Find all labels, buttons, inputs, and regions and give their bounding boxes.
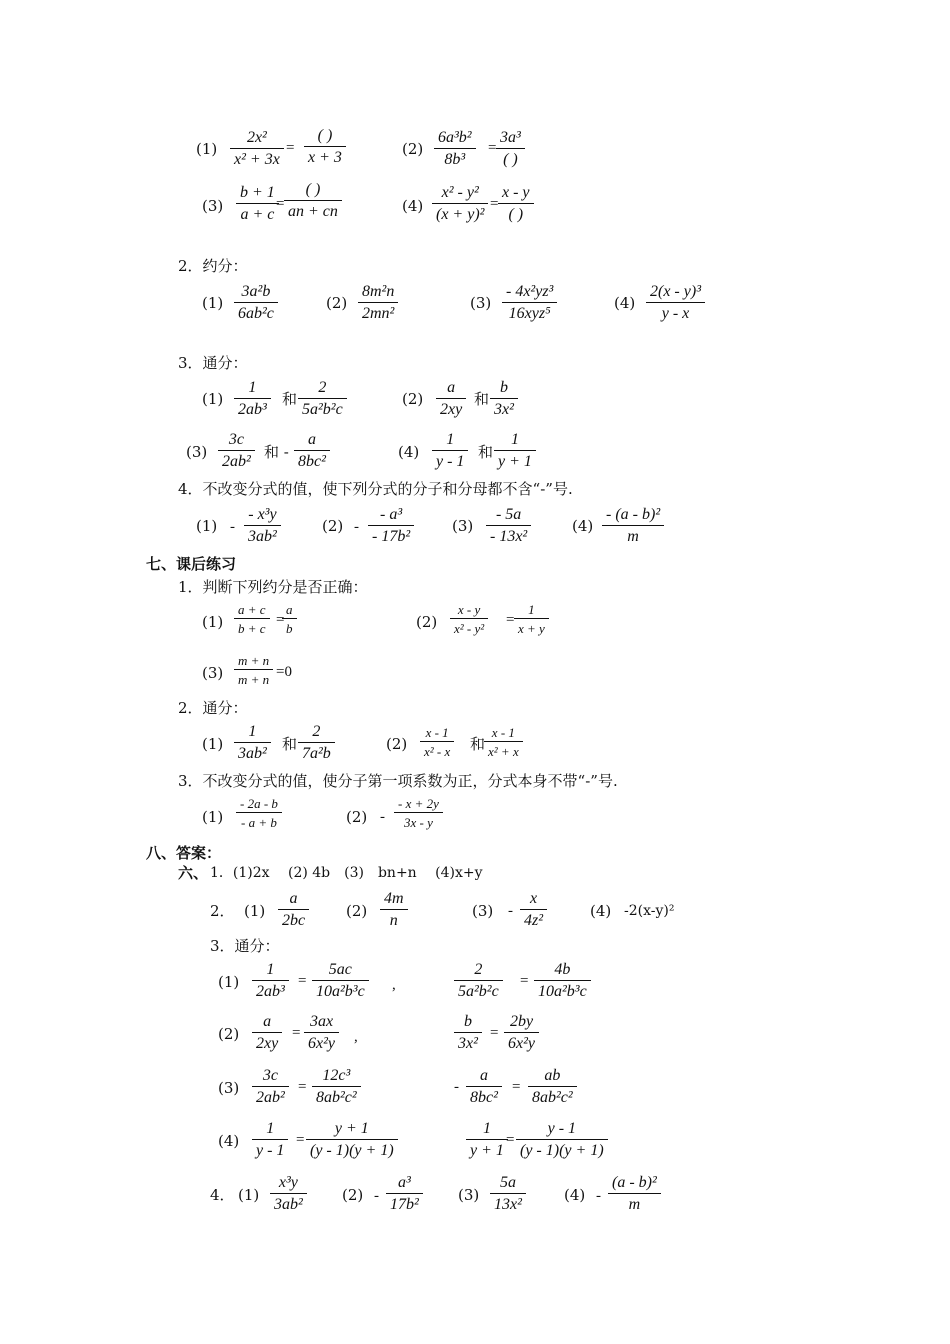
blank-numerator: ( ) xyxy=(305,181,321,198)
numerator: x - 1 xyxy=(491,725,515,740)
q3-title: 3．通分： xyxy=(178,354,248,372)
answer4-i2-label: (2) xyxy=(342,1186,364,1204)
denominator: 5a²b²c xyxy=(302,401,343,418)
q4-item4-label: (4) xyxy=(572,517,594,535)
s7-q1-item3-label: (3) xyxy=(202,664,224,682)
answer3-t3-right1 xyxy=(312,1068,361,1106)
q1-item3-rhs xyxy=(284,182,342,220)
numerator: 2(x - y)³ xyxy=(650,283,701,300)
q1-item3-label: (3) xyxy=(202,197,224,215)
numerator: 1 xyxy=(528,602,535,617)
answer2-a3-label: (3) xyxy=(472,902,494,920)
s7-q1-item2-lhs xyxy=(450,603,488,635)
answer4-i4-label: (4) xyxy=(564,1186,586,1204)
numerator: 3a³ xyxy=(500,129,521,146)
denominator: 2ab² xyxy=(256,1089,285,1106)
answer-prefix-six: 六、 xyxy=(178,864,209,882)
answer2-a2-fraction xyxy=(380,891,408,929)
numerator: - x + 2y xyxy=(398,796,439,811)
q1-item1-rhs xyxy=(304,128,346,166)
comma: , xyxy=(354,1029,358,1045)
answer3-t3-left1 xyxy=(252,1068,289,1106)
numerator: - x³y xyxy=(248,506,277,523)
answer4-i3-label: (3) xyxy=(458,1186,480,1204)
s7-q1-item1-rhs xyxy=(282,603,297,635)
answer3-t3-label: (3) xyxy=(218,1079,240,1097)
numerator: 2 xyxy=(318,379,327,396)
q1-item4-lhs xyxy=(432,185,488,223)
numerator: 1 xyxy=(266,961,275,978)
denominator: 8ab²c² xyxy=(532,1089,573,1106)
q3-item4-label: (4) xyxy=(398,443,420,461)
equals-sign: = xyxy=(276,196,285,212)
q3-item3-frac-a xyxy=(218,432,255,470)
denominator: 3ab² xyxy=(238,745,267,762)
s7-q2-item2-frac-b xyxy=(484,726,523,758)
q1-item1-lhs xyxy=(230,130,284,168)
answer3-t4-right2 xyxy=(516,1121,608,1159)
denominator: 8ab²c² xyxy=(316,1089,357,1106)
s7-q2-item2-frac-a xyxy=(420,726,454,758)
q1-item2-label: (2) xyxy=(402,140,424,158)
numerator: 3a²b xyxy=(241,283,271,300)
q4-item4-fraction xyxy=(602,507,664,545)
answer3-t3-right2 xyxy=(528,1068,577,1106)
numerator: (a - b)² xyxy=(612,1174,657,1191)
denominator: x² - y² xyxy=(454,621,485,636)
denominator: 8b³ xyxy=(444,151,466,168)
numerator: x² - y² xyxy=(441,184,479,201)
minus-sign: - xyxy=(354,519,359,535)
comma: , xyxy=(392,977,396,993)
denominator: 16xyz⁵ xyxy=(508,305,551,322)
denominator: n xyxy=(389,912,398,929)
q4-item3-fraction xyxy=(486,507,531,545)
s7-q1-item2-rhs xyxy=(514,603,549,635)
q3-item4-frac-b xyxy=(494,432,536,470)
numerator: x - y xyxy=(457,602,481,617)
answer4-i1-label: (1) xyxy=(238,1186,260,1204)
numerator: 5a xyxy=(499,1174,516,1191)
s7-q2-title: 2．通分： xyxy=(178,699,248,717)
numerator: - 2a - b xyxy=(240,796,278,811)
numerator: 1 xyxy=(248,723,257,740)
numerator: 2 xyxy=(474,961,483,978)
q2-item3-label: (3) xyxy=(470,294,492,312)
q2-item3-fraction xyxy=(502,284,557,322)
numerator: y - 1 xyxy=(547,1120,577,1137)
numerator: - a³ xyxy=(380,506,403,523)
q1-item4-label: (4) xyxy=(402,197,424,215)
answer3-t1-left1 xyxy=(252,962,289,1000)
answer3-t1-right2 xyxy=(534,962,591,1000)
answer2-a2-label: (2) xyxy=(346,902,368,920)
numerator: a xyxy=(263,1013,272,1030)
answer2-a4-text: -2(x-y)² xyxy=(624,903,675,919)
answer-row1-text: 1．(1)2x (2) 4b (3) bn+n (4)x+y xyxy=(210,865,483,881)
minus-sign: - xyxy=(508,903,513,919)
numerator: 2by xyxy=(509,1013,534,1030)
answer4-i2-fraction xyxy=(386,1175,423,1213)
q3-item1-frac-b xyxy=(298,380,347,418)
minus-sign: - xyxy=(230,519,235,535)
s7-q3-item2-label: (2) xyxy=(346,808,368,826)
q4-item1-label: (1) xyxy=(196,517,218,535)
denominator: 13x² xyxy=(494,1196,522,1213)
answer3-t2-left2 xyxy=(454,1014,482,1052)
denominator: x² + 3x xyxy=(234,151,280,168)
equals-sign: = xyxy=(292,1025,301,1041)
denominator: 7a²b xyxy=(302,745,331,762)
answer4-label: 4． xyxy=(210,1186,235,1204)
q2-item1-fraction xyxy=(234,284,278,322)
q3-item2-frac-a xyxy=(436,380,466,418)
denominator: y + 1 xyxy=(470,1142,504,1159)
numerator: 1 xyxy=(482,1120,491,1137)
s7-q3-item1-label: (1) xyxy=(202,808,224,826)
numerator: y + 1 xyxy=(334,1120,369,1137)
numerator: 1 xyxy=(446,431,455,448)
blank-numerator: ( ) xyxy=(317,127,333,144)
s7-q3-item1-fraction xyxy=(236,797,282,829)
s7-q1-item1-lhs xyxy=(234,603,270,635)
q2-item2-fraction xyxy=(358,284,398,322)
numerator: 2 xyxy=(312,723,321,740)
minus-sign: - xyxy=(454,1079,459,1095)
numerator: a xyxy=(286,602,293,617)
answer2-a4-label: (4) xyxy=(590,902,612,920)
denominator: 2mn² xyxy=(362,305,395,322)
blank-denominator: ( ) xyxy=(508,206,524,223)
section7-heading: 七、课后练习 xyxy=(146,555,237,573)
section8-heading: 八、答案： xyxy=(146,844,222,862)
denominator: 3x² xyxy=(458,1035,478,1052)
answer4-i1-fraction xyxy=(270,1175,307,1213)
denominator: 2ab² xyxy=(222,453,251,470)
denominator: y - x xyxy=(661,305,690,322)
numerator: x xyxy=(529,890,538,907)
denominator: m + n xyxy=(238,672,270,687)
denominator: y + 1 xyxy=(498,453,532,470)
numerator: - (a - b)² xyxy=(606,506,661,523)
equals-sign: = xyxy=(276,612,285,628)
and-word: 和 xyxy=(470,735,486,753)
numerator: x - 1 xyxy=(425,725,449,740)
s7-q1-item3-lhs xyxy=(234,654,273,686)
denominator: - a + b xyxy=(241,815,277,830)
denominator: m xyxy=(627,528,639,545)
numerator: - 5a xyxy=(495,506,522,523)
answer3-t2-left1 xyxy=(252,1014,282,1052)
answer3-t2-right2 xyxy=(504,1014,539,1052)
answer2-a1-label: (1) xyxy=(244,902,266,920)
q3-item4-frac-a xyxy=(432,432,468,470)
answer3-t4-label: (4) xyxy=(218,1132,240,1150)
equals-sign: = xyxy=(298,973,307,989)
denominator: 8bc² xyxy=(298,453,326,470)
numerator: a³ xyxy=(398,1174,411,1191)
denominator: 2ab³ xyxy=(256,983,285,1000)
numerator: m + n xyxy=(238,653,270,668)
q1-item2-rhs xyxy=(496,130,525,168)
minus-sign: - xyxy=(380,809,385,825)
s7-q2-item1-frac-b xyxy=(298,724,335,762)
numerator: 1 xyxy=(510,431,519,448)
answer4-i3-fraction xyxy=(490,1175,526,1213)
answer3-t1-right1 xyxy=(312,962,369,1000)
q2-item4-fraction xyxy=(646,284,705,322)
denominator: 2xy xyxy=(440,401,463,418)
q2-title: 2．约分： xyxy=(178,257,248,275)
numerator: b xyxy=(499,379,508,396)
q3-item1-frac-a xyxy=(234,380,271,418)
q3-item2-frac-b xyxy=(490,380,518,418)
s7-q3-title: 3．不改变分式的值，使分子第一项系数为正，分式本身不带“-”号. xyxy=(178,772,618,790)
q3-item3-frac-b xyxy=(294,432,330,470)
q4-item2-fraction xyxy=(368,507,414,545)
equals-sign: = xyxy=(520,973,529,989)
denominator: 2bc xyxy=(282,912,306,929)
numerator: ab xyxy=(544,1067,561,1084)
denominator: 17b² xyxy=(390,1196,419,1213)
q3-item2-label: (2) xyxy=(402,390,424,408)
numerator: 3c xyxy=(228,431,244,448)
denominator: 6x²y xyxy=(508,1035,535,1052)
numerator: a xyxy=(289,890,298,907)
numerator: 3c xyxy=(262,1067,278,1084)
s7-q1-title: 1．判断下列约分是否正确： xyxy=(178,578,368,596)
numerator: b xyxy=(463,1013,472,1030)
numerator: a + c xyxy=(238,602,266,617)
denominator: (y - 1)(y + 1) xyxy=(520,1142,604,1159)
equals-sign: = xyxy=(512,1079,521,1095)
denominator: 2xy xyxy=(256,1035,279,1052)
denominator: y - 1 xyxy=(256,1142,285,1159)
blank-denominator: ( ) xyxy=(503,151,518,168)
denominator: 4z² xyxy=(524,912,544,929)
q3-item1-label: (1) xyxy=(202,390,224,408)
minus-sign: - xyxy=(596,1188,601,1204)
numerator: 4b xyxy=(554,961,571,978)
answer3-title: 3．通分： xyxy=(210,937,280,955)
answer2-a3-fraction xyxy=(520,891,547,929)
denominator: x + 3 xyxy=(308,149,342,166)
numerator: 1 xyxy=(266,1120,275,1137)
numerator: 4m xyxy=(384,890,404,907)
equals-sign: = xyxy=(506,1132,515,1148)
s7-q3-item2-fraction xyxy=(394,797,443,829)
denominator: (y - 1)(y + 1) xyxy=(310,1142,394,1159)
denominator: - 17b² xyxy=(372,528,411,545)
answer3-t4-left1 xyxy=(252,1121,288,1159)
equals-sign: = xyxy=(490,196,499,212)
denominator: y - 1 xyxy=(436,453,465,470)
answer3-t2-label: (2) xyxy=(218,1025,240,1043)
q3-item3-label: (3) xyxy=(186,443,208,461)
numerator: 8m²n xyxy=(362,283,395,300)
denominator: - 13x² xyxy=(490,528,528,545)
equals-sign: = xyxy=(296,1132,305,1148)
s7-q1-item1-label: (1) xyxy=(202,613,224,631)
q1-item4-rhs xyxy=(498,185,534,223)
numerator: a xyxy=(307,431,316,448)
denominator: a + c xyxy=(240,206,275,223)
numerator: x³y xyxy=(278,1174,298,1191)
s7-q2-item1-label: (1) xyxy=(202,735,224,753)
q2-item4-label: (4) xyxy=(614,294,636,312)
denominator: 3x² xyxy=(494,401,514,418)
numerator: 12c³ xyxy=(322,1067,351,1084)
q1-item3-lhs xyxy=(236,185,279,223)
numerator: 6a³b² xyxy=(438,129,472,146)
and-minus-word: 和 - xyxy=(264,443,289,461)
denominator: 8bc² xyxy=(470,1089,498,1106)
numerator: a xyxy=(447,379,456,396)
numerator: 2x² xyxy=(246,129,267,146)
and-word: 和 xyxy=(474,390,490,408)
denominator: 6x²y xyxy=(308,1035,335,1052)
numerator: - 4x²yz³ xyxy=(506,283,554,300)
answer4-i4-fraction xyxy=(608,1175,661,1213)
denominator: 2ab³ xyxy=(238,401,267,418)
q4-title: 4．不改变分式的值，使下列分式的分子和分母都不含“-”号. xyxy=(178,480,573,498)
denominator: b + c xyxy=(238,621,266,636)
numerator: a xyxy=(479,1067,488,1084)
and-word: 和 xyxy=(282,390,298,408)
and-word: 和 xyxy=(282,735,298,753)
denominator: 5a²b²c xyxy=(458,983,499,1000)
denominator: an + cn xyxy=(288,203,338,220)
denominator: 10a²b³c xyxy=(538,983,587,1000)
q1-item1-label: (1) xyxy=(196,140,218,158)
answer3-t1-label: (1) xyxy=(218,973,240,991)
q4-item3-label: (3) xyxy=(452,517,474,535)
answer3-t1-left2 xyxy=(454,962,503,1000)
numerator: x - y xyxy=(502,184,530,201)
equals-sign: = xyxy=(298,1079,307,1095)
equals-sign: = xyxy=(286,140,295,156)
s7-q2-item1-frac-a xyxy=(234,724,271,762)
numerator: 5ac xyxy=(328,961,352,978)
numerator: b + 1 xyxy=(240,184,275,201)
answer2-label: 2． xyxy=(210,902,235,920)
answer3-t4-left2 xyxy=(466,1121,508,1159)
equals-sign: = xyxy=(506,612,515,628)
q2-item1-label: (1) xyxy=(202,294,224,312)
denominator: 3ab² xyxy=(274,1196,303,1213)
denominator: 3x - y xyxy=(404,815,433,830)
answer3-t2-right1 xyxy=(304,1014,339,1052)
q1-item2-lhs xyxy=(434,130,476,168)
denominator: b xyxy=(286,621,293,636)
q4-item2-label: (2) xyxy=(322,517,344,535)
denominator: x² - x xyxy=(424,744,451,759)
answer3-t3-left2 xyxy=(466,1068,502,1106)
answer2-a1-fraction xyxy=(278,891,309,929)
answer3-t4-right1 xyxy=(306,1121,398,1159)
and-word: 和 xyxy=(478,443,494,461)
equals-sign: = xyxy=(490,1025,499,1041)
minus-sign: - xyxy=(374,1188,379,1204)
s7-q2-item2-label: (2) xyxy=(386,735,408,753)
equals-zero: =0 xyxy=(276,664,292,680)
denominator: (x + y)² xyxy=(436,206,485,223)
equals-sign: = xyxy=(488,140,497,156)
numerator: 1 xyxy=(248,379,257,396)
denominator: x + y xyxy=(518,621,545,636)
q4-item1-fraction xyxy=(244,507,281,545)
denominator: 3ab² xyxy=(248,528,277,545)
denominator: 6ab²c xyxy=(238,305,274,322)
denominator: x² + x xyxy=(488,744,519,759)
denominator: m xyxy=(628,1196,641,1213)
s7-q1-item2-label: (2) xyxy=(416,613,438,631)
q2-item2-label: (2) xyxy=(326,294,348,312)
numerator: 3ax xyxy=(309,1013,334,1030)
denominator: 10a²b³c xyxy=(316,983,365,1000)
